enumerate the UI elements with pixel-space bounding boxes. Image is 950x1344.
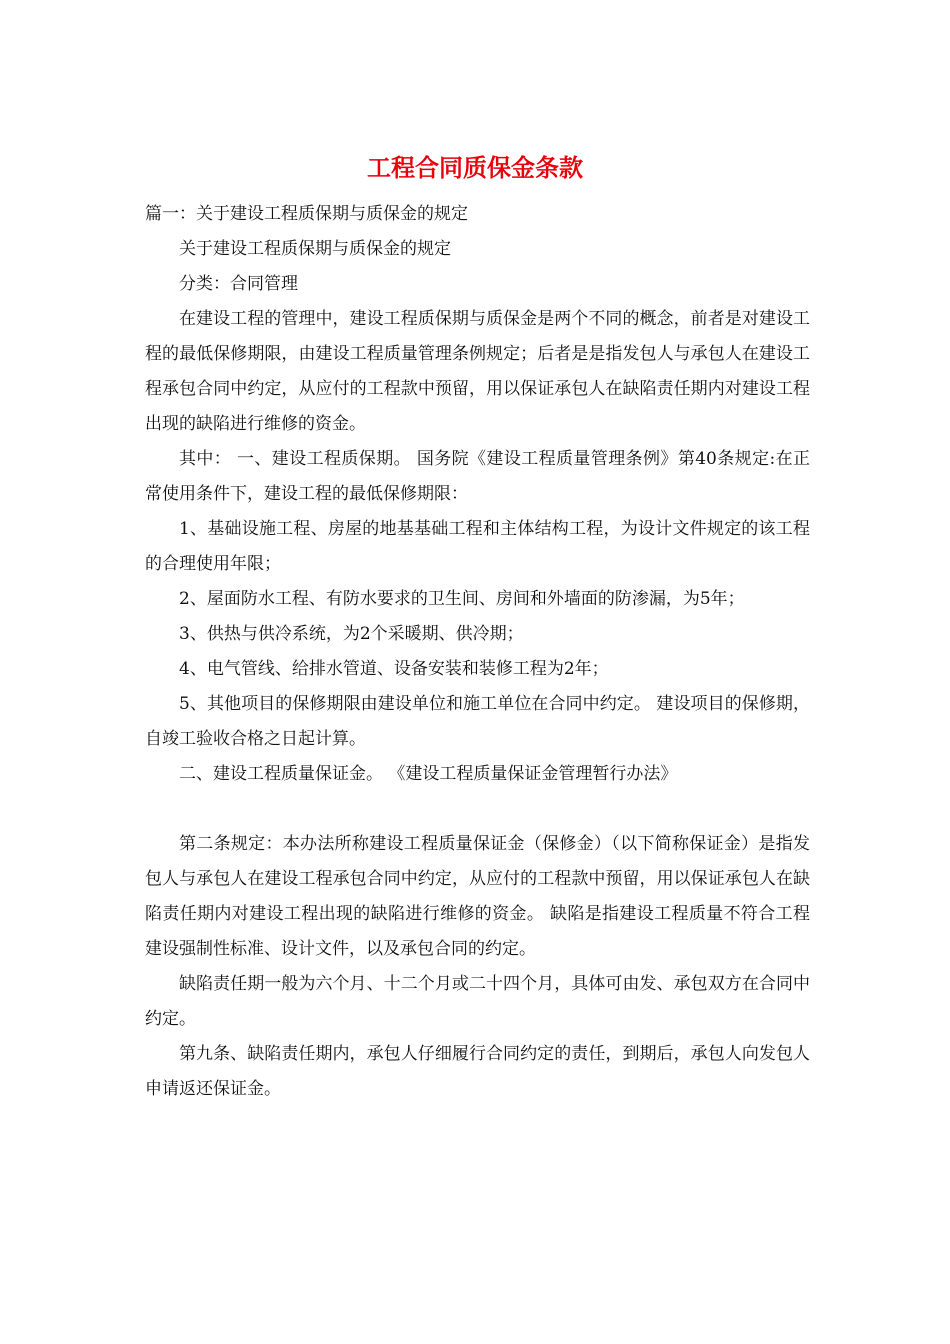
paragraph: 第二条规定：本办法所称建设工程质量保证金（保修金）（以下简称保证金）是指发包人与承包人在建设工程承包合同中约定，从应付的工程款中预留，用以保证承包人在缺陷责任期内对建设工程出现的缺陷进行维修的资金。 缺陷是指建设工程质量不符合工程建设强制性标准、设计文件，以及承包合同的约定。 (145, 834, 810, 959)
section-heading: 篇一：关于建设工程质保期与质保金的规定 (145, 204, 468, 224)
document-body (145, 197, 810, 1107)
list-item: 1、基础设施工程、房屋的地基基础工程和主体结构工程，为设计文件规定的该工程的合理使用年限； (145, 519, 810, 574)
paragraph: 在建设工程的管理中，建设工程质保期与质保金是两个不同的概念，前者是对建设工程的最低保修期限，由建设工程质量管理条例规定；后者是是指发包人与承包人在建设工程承包合同中约定，从应付的工程款中预留，用以保证承包人在缺陷责任期内对建设工程出现的缺陷进行维修的资金。 (145, 309, 810, 434)
list-item: 2、屋面防水工程、有防水要求的卫生间、房间和外墙面的防渗漏，为5年； (179, 589, 745, 609)
paragraph: 其中： 一、建设工程质保期。 国务院《建设工程质量管理条例》第40条规定:在正常使用条件下，建设工程的最低保修期限： (145, 449, 810, 504)
list-item: 4、电气管线、给排水管道、设备安装和装修工程为2年； (179, 659, 609, 679)
paragraph: 缺陷责任期一般为六个月、十二个月或二十四个月，具体可由发、承包双方在合同中约定。 (145, 974, 810, 1029)
list-item: 5、其他项目的保修期限由建设单位和施工单位在合同中约定。 建设项目的保修期，自竣工验收合格之日起计算。 (145, 694, 810, 749)
paragraph: 关于建设工程质保期与质保金的规定 (179, 239, 451, 259)
list-item: 3、供热与供冷系统，为2个采暖期、供冷期； (179, 624, 524, 644)
paragraph: 第九条、缺陷责任期内，承包人仔细履行合同约定的责任，到期后，承包人向发包人申请返还保证金。 (145, 1044, 810, 1099)
blank-line (145, 792, 810, 827)
document-title: 工程合同质保金条款 (367, 153, 583, 182)
paragraph: 分类：合同管理 (179, 274, 298, 294)
paragraph: 二、建设工程质量保证金。 《建设工程质量保证金管理暂行办法》 (179, 764, 678, 784)
